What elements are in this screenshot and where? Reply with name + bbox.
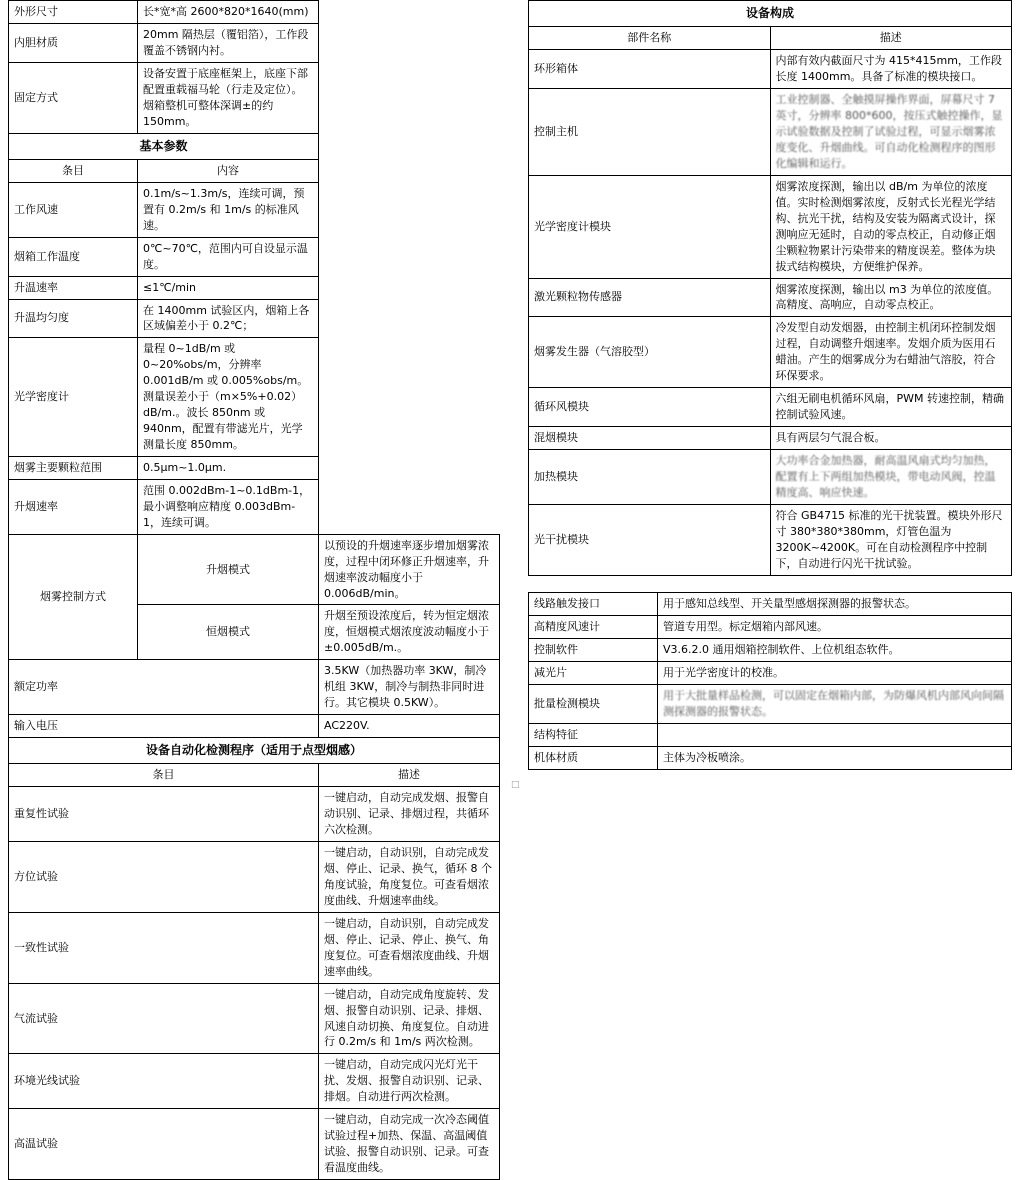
table-row: [9, 182, 500, 237]
row-label: 升温速率: [9, 276, 138, 299]
column-header-item: 条目: [9, 159, 138, 182]
section-title-basic-params: 基本参数: [9, 133, 319, 159]
column-header-item: 条目: [9, 764, 319, 787]
table-row: [9, 276, 500, 299]
row-value: 一键启动，自动完成一次冷态阈值试验过程+加热、保温、高温阈值试验、报警自动识别、记录。可查看温度曲线。: [319, 1109, 500, 1180]
row-label: 外形尺寸: [9, 1, 138, 24]
table-row: [9, 338, 500, 457]
table-row: [9, 237, 500, 276]
row-label: 额定功率: [9, 660, 319, 715]
row-value: 一键启动，自动完成角度旋转、发烟、报警自动识别、记录、排烟、风速自动切换、角度复位。自动进行 0.2m/s 和 1m/s 两次检测。: [319, 983, 500, 1054]
row-label: 光学密度计: [9, 338, 138, 457]
row-label: 输入电压: [9, 715, 319, 738]
row-label: 内胆材质: [9, 23, 138, 62]
row-value: 范围 0.002dBm-1~0.1dBm-1，最小调整响应精度 0.003dBm-1，连续可调。: [138, 479, 319, 534]
row-label: 一致性试验: [9, 912, 319, 983]
row-value: 升烟至预设浓度后，转为恒定烟浓度，恒烟模式烟浓度波动幅度小于±0.005dB/m.。: [319, 605, 500, 660]
row-value: 具有两层匀气混合板。: [770, 427, 1012, 450]
table-row: [9, 456, 500, 479]
row-value: 量程 0~1dB/m 或 0~20%obs/m，分辨率 0.001dB/m 或 0.005%obs/m。测量误差小于（m×5%+0.02）dB/m.。波长 850nm 或 940nm，配置有带滤光片，光学测量长度 850mm。: [138, 338, 319, 457]
row-value: 长*宽*高 2600*820*1640(mm): [138, 1, 319, 24]
table-row: [529, 593, 1012, 616]
row-label: 光学密度计模块: [529, 175, 771, 278]
row-value: 一键启动，自动完成闪光灯光干扰、发烟、报警自动识别、记录、排烟。自动进行两次检测。: [319, 1054, 500, 1109]
row-value: 一键启动，自动识别，自动完成发烟、停止、记录、换气，循环 8 个角度试验，角度复位。可查看烟浓度曲线、升烟速率曲线。: [319, 842, 500, 913]
row-label: 方位试验: [9, 842, 319, 913]
table-row: [9, 715, 500, 738]
left-column: [8, 0, 520, 1180]
table-row: [529, 175, 1012, 278]
row-label: 高精度风速计: [529, 615, 658, 638]
row-value: 管道专用型。标定烟箱内部风速。: [658, 615, 1012, 638]
table-row: [9, 23, 500, 62]
row-label: 环形箱体: [529, 50, 771, 89]
table-row: [529, 723, 1012, 746]
row-value: 用于大批量样品检测，可以固定在烟箱内部，为防爆风机内部风向间隔测探测器的报警状态。: [658, 684, 1012, 723]
row-label: 批量检测模块: [529, 684, 658, 723]
table-row: [9, 660, 500, 715]
right-column-lower: [528, 592, 1012, 770]
table-row: [9, 787, 500, 842]
row-value: 用于感知总线型、开关量型感烟探测器的报警状态。: [658, 593, 1012, 616]
table-header-row: [9, 159, 500, 182]
row-value: 以预设的升烟速率逐步增加烟雾浓度，过程中闭环修正升烟速率，升烟速率波动幅度小于 0.006dB/min。: [319, 534, 500, 605]
table-row: [529, 427, 1012, 450]
table-row: [9, 479, 500, 534]
table-row: [9, 299, 500, 338]
table-row: [9, 1109, 500, 1180]
row-label: 加热模块: [529, 449, 771, 504]
row-value: 主体为冷板喷涂。: [658, 746, 1012, 769]
section-header-row-auto: [9, 738, 500, 764]
table-row: [529, 746, 1012, 769]
table-header-row: [9, 764, 500, 787]
row-sublabel: 恒烟模式: [138, 605, 319, 660]
row-value: AC220V.: [319, 715, 500, 738]
right-column: [528, 0, 1012, 576]
table-row: [529, 449, 1012, 504]
row-label-smoke-control: 烟雾控制方式: [9, 534, 138, 660]
row-label: 烟箱工作温度: [9, 237, 138, 276]
row-label: 重复性试验: [9, 787, 319, 842]
equipment-composition-table: [528, 0, 1012, 576]
row-value: 符合 GB4715 标准的光干扰装置。模块外形尺寸 380*380*380mm，灯管色温为 3200K~4200K。可在自动检测程序中控制下，自动进行闪光干扰试验。: [770, 504, 1012, 575]
table-row: [529, 317, 1012, 388]
row-label: 结构特征: [529, 723, 658, 746]
row-label: 循环风模块: [529, 388, 771, 427]
table-header-row: [529, 27, 1012, 50]
table-row: [529, 638, 1012, 661]
table-row: [9, 1, 500, 24]
table-row: [529, 50, 1012, 89]
table-row-smoke-control: [9, 534, 500, 605]
row-label: 环境光线试验: [9, 1054, 319, 1109]
column-header-desc: 描述: [319, 764, 500, 787]
table-row: [529, 278, 1012, 317]
row-value: 3.5KW（加热器功率 3KW，制冷机组 3KW，制冷与制热非同时进行。其它模块 0.5KW）。: [319, 660, 500, 715]
row-label: 光干扰模块: [529, 504, 771, 575]
table-row: [9, 1054, 500, 1109]
table-row: [9, 62, 500, 133]
row-value: [658, 723, 1012, 746]
section-header-row: [9, 133, 500, 159]
row-label: 激光颗粒物传感器: [529, 278, 771, 317]
row-label: 烟雾主要颗粒范围: [9, 456, 138, 479]
table-row: [529, 615, 1012, 638]
section-title-equipment: 设备构成: [529, 1, 1012, 27]
row-sublabel: 升烟模式: [138, 534, 319, 605]
equipment-composition-table-2: [528, 592, 1012, 770]
table-row: [9, 912, 500, 983]
row-label: 固定方式: [9, 62, 138, 133]
table-row: [529, 684, 1012, 723]
row-label: 线路触发接口: [529, 593, 658, 616]
top-spec-table: [8, 0, 500, 1180]
row-value: 用于光学密度计的校准。: [658, 661, 1012, 684]
table-row: [529, 504, 1012, 575]
row-label: 烟雾发生器（气溶胶型）: [529, 317, 771, 388]
column-header-part-name: 部件名称: [529, 27, 771, 50]
row-value: ≤1℃/min: [138, 276, 319, 299]
row-label: 控制主机: [529, 89, 771, 176]
row-label: 升温均匀度: [9, 299, 138, 338]
row-label: 气流试验: [9, 983, 319, 1054]
column-header-desc: 描述: [770, 27, 1012, 50]
row-value: 冷发型自动发烟器，由控制主机闭环控制发烟过程，自动调整升烟速率。发烟介质为医用石蜡油。产生的烟雾成分为右蜡油气溶胶，符合环保要求。: [770, 317, 1012, 388]
table-row: [529, 89, 1012, 176]
row-value: 工业控制器、全触摸屏操作界面，屏幕尺寸 7 英寸，分辨率 800*600，按压式触控操作，显示试验数据及控制了试验过程，可显示烟雾浓度变化、升烟曲线。可自动化检测程序的图形化编辑和运行。: [770, 89, 1012, 176]
table-row: [529, 388, 1012, 427]
row-value: 一键启动，自动完成发烟、报警自动识别、记录、排烟过程，共循环六次检测。: [319, 787, 500, 842]
row-value: 0.1m/s~1.3m/s，连续可调，预置有 0.2m/s 和 1m/s 的标准风速。: [138, 182, 319, 237]
row-label: 控制软件: [529, 638, 658, 661]
row-label: 混烟模块: [529, 427, 771, 450]
row-label: 高温试验: [9, 1109, 319, 1180]
row-value: 内部有效内截面尺寸为 415*415mm，工作段长度 1400mm。具备了标准的模块接口。: [770, 50, 1012, 89]
row-value: 0.5μm~1.0μm.: [138, 456, 319, 479]
row-label: 减光片: [529, 661, 658, 684]
table-row: [529, 661, 1012, 684]
row-value: 大功率合金加热器，耐高温风扇式均匀加热，配置有上下两组加热模块，带电动风阀，控温精度高、响应快速。: [770, 449, 1012, 504]
table-row: [9, 842, 500, 913]
row-value: 在 1400mm 试验区内，烟箱上各区域偏差小于 0.2℃；: [138, 299, 319, 338]
row-value: 烟雾浓度探测，输出以 m3 为单位的浓度值。高精度、高响应，自动零点校正。: [770, 278, 1012, 317]
row-label: 机体材质: [529, 746, 658, 769]
table-row: [9, 983, 500, 1054]
row-value: 0℃~70℃，范围内可自设显示温度。: [138, 237, 319, 276]
row-value: 20mm 隔热层（覆铝箔），工作段覆盖不锈钢内衬。: [138, 23, 319, 62]
row-label: 工作风速: [9, 182, 138, 237]
page-mark: □: [511, 780, 520, 790]
row-value: 设备安置于底座框架上，底座下部配置重载福马轮（行走及定位）。烟箱整机可整体深调±的约150mm。: [138, 62, 319, 133]
row-value: 一键启动，自动识别，自动完成发烟、停止、记录、停止、换气、角度复位。可查看烟浓度曲线、升烟速率曲线。: [319, 912, 500, 983]
column-header-content: 内容: [138, 159, 319, 182]
section-header-row: [529, 1, 1012, 27]
row-value: 烟雾浓度探测，输出以 dB/m 为单位的浓度值。实时检测烟雾浓度，反射式长光程光学结构、抗光干扰，结构及安装为隔离式设计，探测响应无延时，自动的零点校正，自动修正烟尘颗粒物累计污染带来的精度误差。整体为块拔式结构模块，方便维护保养。: [770, 175, 1012, 278]
section-title-auto-program: 设备自动化检测程序（适用于点型烟感）: [9, 738, 500, 764]
row-value: 六组无刷电机循环风扇，PWM 转速控制，精确控制试验风速。: [770, 388, 1012, 427]
row-label: 升烟速率: [9, 479, 138, 534]
row-value: V3.6.2.0 通用烟箱控制软件、上位机组态软件。: [658, 638, 1012, 661]
